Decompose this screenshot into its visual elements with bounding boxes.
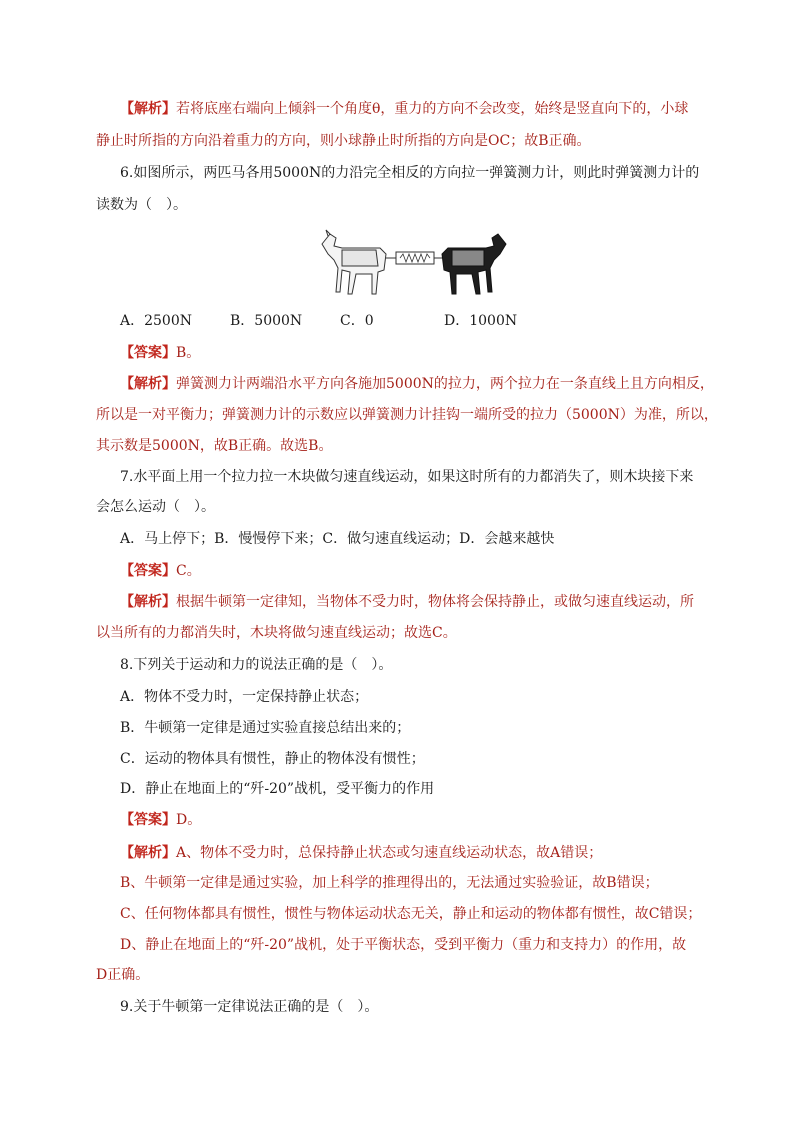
question-8-option-d: D．静止在地面上的“歼-20”战机，受平衡力的作用 [120, 781, 435, 797]
analysis-q6-line1 [120, 374, 714, 394]
question-8-stem: 8.下列关于运动和力的说法正确的是（ ）。 [120, 657, 393, 673]
analysis-tag: 【解析】 [120, 376, 176, 392]
answer-text: B。 [176, 345, 201, 361]
spring-scale-icon [396, 252, 434, 264]
analysis-q5-line1 [120, 99, 698, 119]
analysis-q8-line4: D、静止在地面上的“歼-20”战机，处于平衡状态，受到平衡力（重力和支持力）的作用，故 [120, 937, 687, 953]
analysis-q8-line3: C、任何物体都具有惯性，惯性与物体运动状态无关，静止和运动的物体都有惯性，故C错误； [120, 906, 702, 922]
analysis-q5-line2: 静止时所指的方向沿着重力的方向，则小球静止时所指的方向是OC；故B正确。 [96, 133, 591, 149]
option-d: D．1000N [444, 313, 518, 329]
analysis-q8-line5: D正确。 [96, 967, 150, 983]
question-6-stem-line2: 读数为（ ）。 [96, 197, 187, 213]
analysis-q7-line1 [120, 592, 698, 612]
option-a: A．2500N [120, 313, 192, 329]
answer-q6 [120, 343, 698, 363]
horses-spring-scale-figure [312, 226, 516, 300]
analysis-q8-line2: B、牛顿第一定律是通过实验，加上科学的推理得出的，无法通过实验验证，故B错误； [120, 875, 659, 891]
question-7-stem-line1: 7.水平面上用一个拉力拉一木块做匀速直线运动，如果这时所有的力都消失了，则木块接下来 [120, 469, 694, 485]
option-c: C．0 [340, 313, 374, 329]
analysis-text: 弹簧测力计两端沿水平方向各施加5000N的拉力，两个拉力在一条直线上且方向相反， [176, 376, 714, 392]
question-6-options [120, 311, 698, 331]
analysis-q6-line3: 其示数是5000N，故B正确。故选B。 [96, 438, 333, 454]
question-8-option-c: C．运动的物体具有惯性，静止的物体没有惯性； [120, 751, 425, 767]
answer-q8 [120, 810, 698, 830]
question-7-stem-line2: 会怎么运动（ ）。 [96, 499, 215, 515]
analysis-text: 若将底座右端向上倾斜一个角度θ，重力的方向不会改变，始终是竖直向下的，小球 [176, 101, 689, 117]
analysis-tag: 【解析】 [120, 101, 176, 117]
answer-tag: 【答案】 [120, 345, 176, 361]
answer-tag: 【答案】 [120, 563, 176, 579]
question-9-stem: 9.关于牛顿第一定律说法正确的是（ ）。 [120, 999, 379, 1015]
analysis-tag: 【解析】 [120, 594, 176, 610]
analysis-text: 根据牛顿第一定律知，当物体不受力时，物体将会保持静止，或做匀速直线运动，所 [176, 594, 694, 610]
black-horse-icon [442, 234, 506, 294]
white-horse-icon [322, 230, 386, 294]
option-b: B．5000N [230, 313, 303, 329]
answer-tag: 【答案】 [120, 812, 176, 828]
analysis-q7-line2: 以当所有的力都消失时，木块将做匀速直线运动；故选C。 [96, 625, 457, 641]
answer-text: C。 [176, 563, 201, 579]
analysis-q6-line2: 所以是一对平衡力；弹簧测力计的示数应以弹簧测力计挂钩一端所受的拉力（5000N）为准，所以， [96, 407, 718, 423]
question-7-options: A．马上停下；B．慢慢停下来；C．做匀速直线运动；D．会越来越快 [120, 531, 555, 547]
answer-text: D。 [176, 812, 202, 828]
question-8-option-a: A．物体不受力时，一定保持静止状态； [120, 689, 369, 705]
analysis-text: A、物体不受力时，总保持静止状态或匀速直线运动状态，故A错误； [176, 845, 603, 861]
question-8-option-b: B．牛顿第一定律是通过实验直接总结出来的； [120, 720, 411, 736]
question-6-stem-line1: 6.如图所示，两匹马各用5000N的力沿完全相反的方向拉一弹簧测力计，则此时弹簧测力计的 [120, 165, 700, 181]
analysis-tag: 【解析】 [120, 845, 176, 861]
answer-q7 [120, 561, 698, 581]
analysis-q8-line1 [120, 843, 698, 863]
